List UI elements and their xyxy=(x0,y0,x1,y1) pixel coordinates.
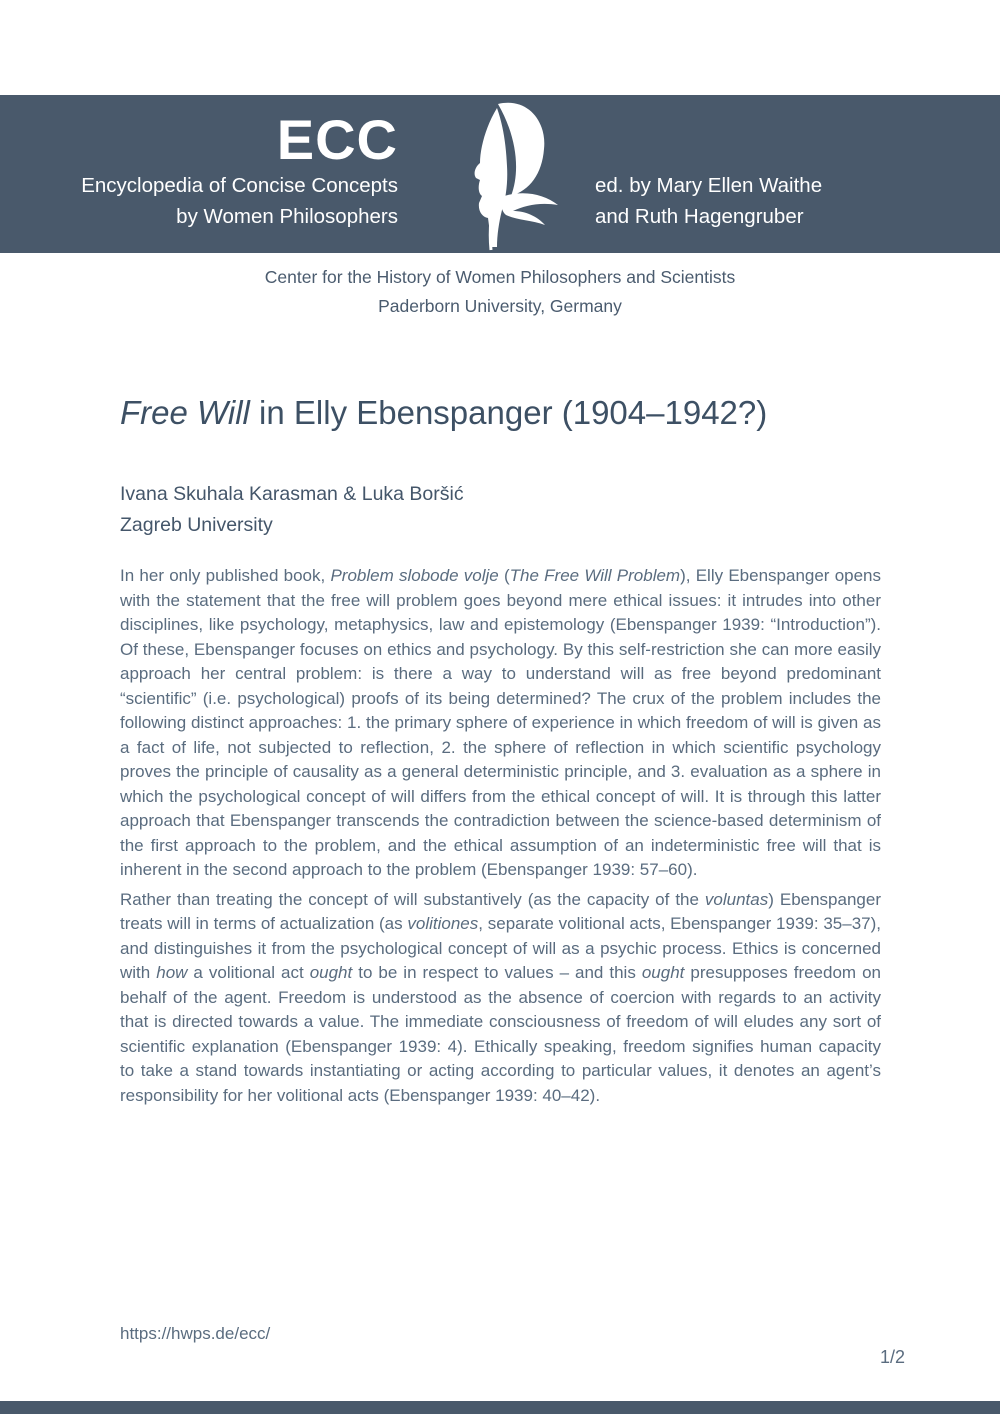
editors-line2: and Ruth Hagengruber xyxy=(595,204,804,228)
bottom-accent-bar xyxy=(0,1401,1000,1414)
article-body xyxy=(120,564,881,1113)
ecc-brand-block xyxy=(81,95,398,232)
ecc-wordmark: ECC xyxy=(276,108,398,171)
article-title: Free Will in Elly Ebenspanger (1904–1942?) xyxy=(120,394,768,431)
institute-block xyxy=(0,263,1000,320)
footer-url-link[interactable]: https://hwps.de/ecc/ xyxy=(120,1324,271,1343)
institute-name: Center for the History of Women Philosophers and Scientists xyxy=(264,267,736,287)
institute-university: Paderborn University, Germany xyxy=(378,295,622,316)
header-band xyxy=(0,95,1000,253)
editors-line1: ed. by Mary Ellen Waithe xyxy=(595,174,823,197)
body-paragraph-2: Rather than treating the concept of will substantively (as the capacity of the voluntas) Ebenspanger treats will in terms of actualization (as volitiones, separate volitional acts, Ebenspanger 1939: 35–37), and distinguishes it from the psychological concept of will as a psychic process. Ethics is concerned with how a volitional act ought to be in respect to values – and this ought presupposes freedom on behalf of the agent. Freedom is understood as the absence of coercion with regards to an activity that is directed towards a value. The immediate consciousness of freedom of will eludes any sort of scientific explanation (Ebenspanger 1939: 4). Ethically speaking, freedom signifies human capacity to take a stand towards instantiating or acting according to particular values, it denotes an agent’s responsibility for her volitional acts (Ebenspanger 1939: 40–42). xyxy=(120,889,882,1105)
author-block xyxy=(120,479,820,540)
athena-logo-icon xyxy=(441,99,567,251)
author-affiliation: Zagreb University xyxy=(120,513,273,536)
author-names: Ivana Skuhala Karasman & Luka Boršić xyxy=(120,483,464,505)
ecc-subtitle-line2: by Women Philosophers xyxy=(176,204,398,228)
body-paragraph-1: In her only published book, Problem slobode volje (The Free Will Problem), Elly Ebenspanger opens with the statement that the free will problem goes beyond mere ethical issues: it intrudes into other disciplines, like psychology, metaphysics, law and epistemology (Ebenspanger 1939: “Introduction”). Of these, Ebenspanger focuses on ethics and psychology. By this self-restriction she can more easily approach her central problem: is there a way to understand will as free beyond predominant “scientific” (i.e. psychological) proofs of its being determined? The crux of the problem includes the following distinct approaches: 1. the primary sphere of experience in which freedom of will is given as a fact of life, not subjected to reflection, 2. the sphere of reflection in which scientific psychology proves the principle of causality as a general deterministic principle, and 3. evaluation as a sphere in which the psychological concept of will differs from the ethical concept of will. It is through this latter approach that Ebenspanger transcends the contradiction between the science-based determinism of the first approach to the problem, and the ethical assumption of an indeterministic free will that is inherent in the second approach to the problem (Ebenspanger 1939: 57–60). xyxy=(120,566,882,879)
editors-block xyxy=(595,171,822,232)
ecc-subtitle-line1: Encyclopedia of Concise Concepts xyxy=(81,174,398,197)
page-number: 1/2 xyxy=(879,1347,905,1367)
